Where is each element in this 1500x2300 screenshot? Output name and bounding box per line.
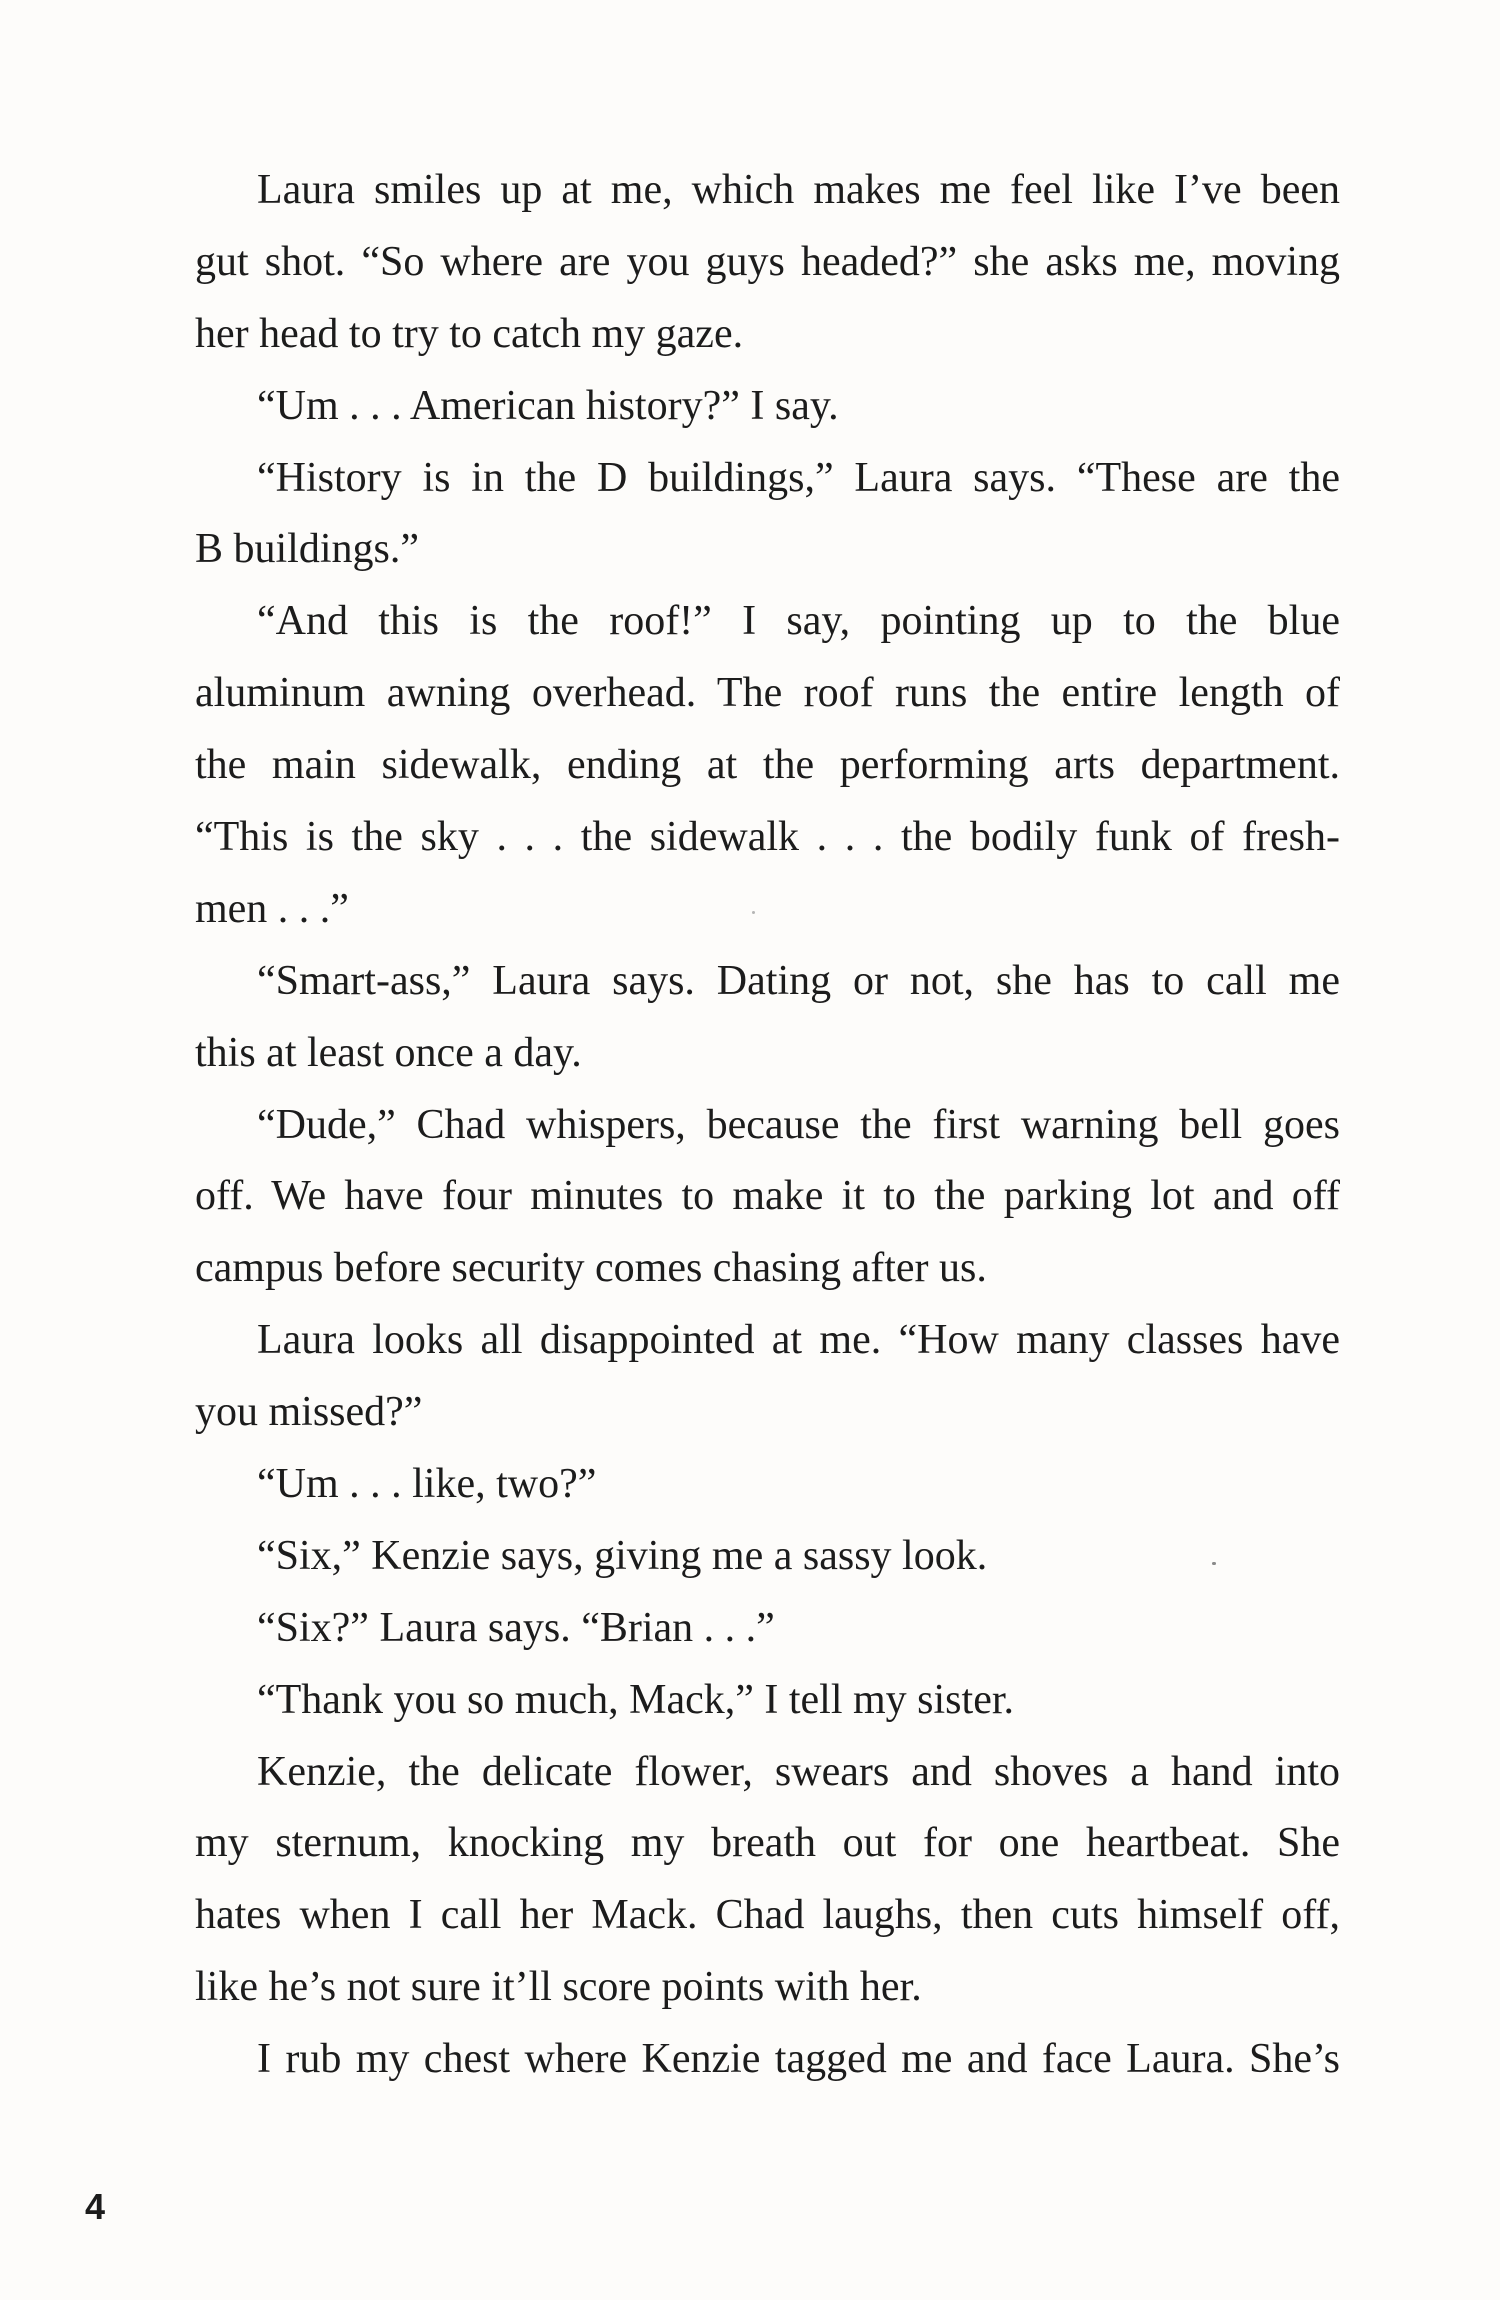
text-line: Kenzie, the delicate flower, swears and shoves a hand into: [257, 1748, 1340, 1795]
text-line: “Um . . . American history?” I say.: [257, 382, 839, 429]
text-line: you missed?”: [195, 1389, 423, 1436]
text-line: men . . .”: [195, 885, 349, 932]
page-number: 4: [85, 2186, 106, 2227]
text-line: the main sidewalk, ending at the performing arts department.: [195, 742, 1340, 789]
text-line: “History is in the D buildings,” Laura says. “These are the: [257, 454, 1340, 501]
text-line: Laura looks all disappointed at me. “How many classes have: [257, 1317, 1340, 1364]
text-line: “This is the sky . . . the sidewalk . . . the bodily funk of fresh-: [195, 814, 1340, 861]
text-line: “Um . . . like, two?”: [257, 1461, 597, 1508]
text-line: campus before security comes chasing after us.: [195, 1245, 987, 1292]
text-line: I rub my chest where Kenzie tagged me and face Laura. She’s: [257, 2036, 1340, 2083]
text-line: my sternum, knocking my breath out for one heartbeat. She: [195, 1820, 1340, 1867]
text-line: this at least once a day.: [195, 1029, 582, 1076]
text-line: “And this is the roof!” I say, pointing up to the blue: [257, 598, 1340, 645]
text-line: “Thank you so much, Mack,” I tell my sister.: [257, 1676, 1015, 1723]
scan-speck: [1212, 1562, 1216, 1565]
text-line: hates when I call her Mack. Chad laughs, then cuts himself off,: [195, 1892, 1340, 1939]
body-text: [195, 155, 1340, 2096]
scan-speck: [752, 911, 755, 914]
text-line: like he’s not sure it’ll score points with her.: [195, 1964, 922, 2011]
text-line: aluminum awning overhead. The roof runs the entire length of: [195, 670, 1340, 717]
text-line: B buildings.”: [195, 526, 420, 573]
text-line: “Six?” Laura says. “Brian . . .”: [257, 1604, 775, 1651]
text-line: “Dude,” Chad whispers, because the first warning bell goes: [257, 1101, 1340, 1148]
text-line: gut shot. “So where are you guys headed?” she asks me, moving: [195, 238, 1340, 285]
text-line: “Smart-ass,” Laura says. Dating or not, she has to call me: [257, 957, 1340, 1004]
text-line: “Six,” Kenzie says, giving me a sassy look.: [257, 1532, 988, 1579]
text-line: her head to try to catch my gaze.: [195, 310, 744, 357]
text-line: off. We have four minutes to make it to the parking lot and off: [195, 1173, 1340, 1220]
text-line: Laura smiles up at me, which makes me feel like I’ve been: [257, 167, 1340, 213]
